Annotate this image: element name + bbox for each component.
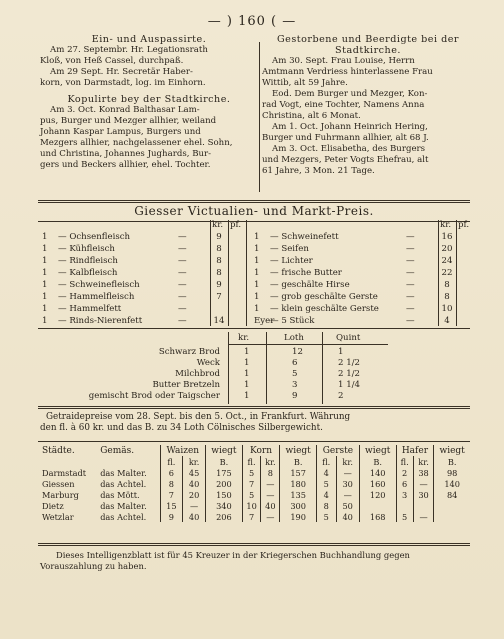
marriages-line: Johann Kaspar Lampus, Burgers und	[40, 127, 201, 137]
grain-header: Gemäs.	[100, 445, 135, 456]
grain-cell	[434, 511, 470, 522]
grain-cell: 6	[160, 467, 183, 478]
price-dash: —	[178, 232, 187, 242]
price-qty: 1	[254, 232, 260, 242]
grain-cell: —	[183, 500, 206, 511]
price-kr: 8	[216, 244, 222, 254]
deaths-line: Am 30. Sept. Frau Louise, Herrn	[272, 56, 415, 66]
price-dash: —	[406, 280, 415, 290]
price-dash: —	[406, 244, 415, 254]
grain-title-line: Getraidepreise vom 28. Sept. bis den 5. Oct., in Frankfurt. Währung	[46, 412, 351, 422]
grain-header: Hafer	[396, 445, 434, 456]
grain-cell: 8	[316, 500, 336, 511]
grain-cell: 340	[206, 500, 243, 511]
grain-cell: das Achtel.	[100, 511, 147, 522]
arrivals-title: Ein- und Auspassirte.	[91, 34, 207, 45]
grain-cell: —	[261, 511, 280, 522]
grain-cell: 175	[206, 467, 243, 478]
bread-name: Weck	[196, 358, 220, 368]
kr-header: kr.	[440, 220, 452, 230]
arrivals-line: Am 27. Septembr. Hr. Legationsrath	[50, 45, 208, 55]
grain-cell: 8	[160, 478, 183, 489]
price-dash: —	[406, 268, 415, 278]
price-title: Giesser Victualien- und Markt-Preis.	[134, 204, 374, 218]
grain-cell: 40	[183, 478, 206, 489]
grain-cell: 84	[434, 489, 470, 500]
bread-loth: 5	[292, 369, 298, 379]
price-qty: 1	[254, 304, 260, 314]
price-item-name: — Hammelfett	[58, 304, 122, 314]
grain-top-rule	[38, 406, 470, 409]
grain-subheader: fl.	[160, 456, 183, 467]
bread-vline	[322, 332, 323, 404]
grain-cell: 7	[242, 511, 261, 522]
grain-cell: das Mött.	[100, 489, 140, 500]
deaths-line: Am 1. Oct. Johann Heinrich Hering,	[272, 122, 428, 132]
price-item-name: — klein geschälte Gerste	[270, 304, 379, 314]
marriages-line: pus, Burger und Mezger allhier, weiland	[40, 116, 217, 126]
price-item-name: — Seifen	[270, 244, 309, 254]
grain-price-table	[40, 445, 470, 522]
grain-cell: Wetzlar	[42, 511, 74, 522]
bread-name: Milchbrod	[175, 369, 220, 379]
table-row	[40, 489, 470, 500]
arrivals-line: Am 29 Sept. Hr. Secretär Haber-	[50, 67, 193, 77]
price-item-name: — Schweinefleisch	[58, 280, 140, 290]
price-kr: 22	[441, 268, 453, 278]
grain-title-line: den fl. à 60 kr. und das B. zu 34 Loth Cölnisches Silbergewicht.	[40, 423, 323, 433]
price-kr: 9	[216, 232, 222, 242]
grain-cell: 38	[413, 467, 434, 478]
grain-header: Gerste	[316, 445, 359, 456]
price-item-name: — Ochsenfleisch	[58, 232, 131, 242]
grain-cell: 30	[413, 489, 434, 500]
grain-cell: 50	[336, 500, 359, 511]
grain-subheader: B.	[359, 456, 396, 467]
grain-subheader	[98, 456, 160, 467]
grain-cell: 6	[396, 478, 413, 489]
deaths-line: Am 3. Oct. Elisabetha, des Burgers	[272, 144, 426, 154]
grain-cell: Giessen	[42, 478, 75, 489]
grain-cell: 190	[280, 511, 317, 522]
price-qty: 1	[42, 232, 48, 242]
footer-line: Vorauszahlung zu haben.	[40, 561, 147, 571]
price-item-name: — Rinds-Nierenfett	[58, 316, 143, 326]
grain-cell: —	[336, 467, 359, 478]
arrivals-line: Kloß, von Heß Cassel, durchpaß.	[40, 56, 184, 66]
grain-subheader: B.	[206, 456, 243, 467]
grain-cell: 45	[183, 467, 206, 478]
marriages-line: Am 3. Oct. Konrad Balthasar Lam-	[50, 105, 200, 115]
price-item-name: — frische Butter	[270, 268, 342, 278]
bread-kr: 1	[244, 369, 250, 379]
price-kr: 14	[213, 316, 225, 326]
grain-cell: —	[261, 489, 280, 500]
grain-cell: 168	[359, 511, 396, 522]
bread-quint: 2	[338, 391, 344, 401]
grain-header: Korn	[242, 445, 280, 456]
grain-cell: 120	[359, 489, 396, 500]
bread-kr: 1	[244, 391, 250, 401]
bread-vline	[228, 332, 229, 404]
pf-header: pf.	[230, 220, 242, 230]
grain-header: wiegt	[280, 445, 317, 456]
grain-cell: —	[261, 478, 280, 489]
deaths-line: und Mezgers, Peter Vogts Ehefrau, alt	[262, 155, 429, 165]
grain-cell: —	[336, 489, 359, 500]
grain-cell: 7	[160, 489, 183, 500]
bread-name: gemischt Brod oder Taigscher	[88, 391, 220, 401]
deaths-line: Eod. Dem Burger und Mezger, Kon-	[272, 89, 428, 99]
price-qty: 1	[254, 256, 260, 266]
price-dash: —	[406, 232, 415, 242]
deaths-line: Burger und Fuhrmann allhier, alt 68 J.	[262, 133, 429, 143]
table-row	[40, 478, 470, 489]
price-qty: 1	[42, 304, 48, 314]
bread-quint: 1 1/4	[338, 380, 361, 390]
price-item-name: — geschälte Hirse	[270, 280, 350, 290]
grain-cell: 5	[242, 489, 261, 500]
grain-cell: 4	[316, 467, 336, 478]
price-qty: 1	[42, 316, 48, 326]
grain-cell: 140	[434, 478, 470, 489]
grain-cell: 2	[396, 467, 413, 478]
bread-kr: 1	[244, 358, 250, 368]
grain-cell: 150	[206, 489, 243, 500]
price-item-name: — Kühfleisch	[58, 244, 115, 254]
grain-cell: 4	[316, 489, 336, 500]
grain-cell: 300	[280, 500, 317, 511]
deaths-line: Wittib, alt 59 Jahre.	[262, 78, 348, 88]
grain-cell: 3	[396, 489, 413, 500]
grain-subheader	[40, 456, 98, 467]
bread-kr: 1	[244, 380, 250, 390]
bread-loth: 12	[292, 347, 303, 357]
grain-cell: Darmstadt	[42, 467, 87, 478]
marriages-line: Mezgers allhier, nachgelassener ehel. Sohn,	[40, 138, 233, 148]
grain-subheader: kr.	[261, 456, 280, 467]
price-qty: 1	[42, 244, 48, 254]
grain-cell	[359, 500, 396, 511]
deaths-line: 61 Jahre, 3 Mon. 21 Tage.	[262, 166, 375, 176]
grain-cell: 5	[396, 511, 413, 522]
page-number-header: — ) 160 ( —	[207, 14, 297, 29]
deaths-line: rad Vogt, eine Tochter, Namens Anna	[262, 100, 425, 110]
grain-cell: 15	[160, 500, 183, 511]
price-qty: 1	[254, 280, 260, 290]
grain-cell: 5	[316, 511, 336, 522]
bread-kr-header: kr.	[238, 333, 250, 343]
price-kr: 8	[216, 256, 222, 266]
price-kr: 8	[444, 292, 450, 302]
kr-header: kr.	[212, 220, 224, 230]
price-dash: —	[178, 244, 187, 254]
bread-name: Schwarz Brod	[158, 347, 220, 357]
price-dash: —	[406, 316, 415, 326]
grain-cell: 135	[280, 489, 317, 500]
grain-cell: 20	[183, 489, 206, 500]
grain-cell: 40	[261, 500, 280, 511]
price-item-name: — 5 Stück	[270, 316, 315, 326]
grain-cell: 160	[359, 478, 396, 489]
price-dash: —	[178, 280, 187, 290]
grain-cell: —	[413, 478, 434, 489]
price-kr: 7	[216, 292, 222, 302]
price-item-name: — grob geschälte Gerste	[270, 292, 378, 302]
price-qty: 1	[42, 268, 48, 278]
table-row	[40, 511, 470, 522]
footer-note	[40, 550, 470, 572]
grain-subheader: B.	[280, 456, 317, 467]
grain-header: wiegt	[359, 445, 396, 456]
grain-subheader: B.	[434, 456, 470, 467]
grain-cell: 5	[316, 478, 336, 489]
grain-head-rule	[38, 441, 470, 442]
bread-name: Butter Bretzeln	[152, 380, 220, 390]
deaths-title: Gestorbene und Beerdigte bei der	[276, 34, 460, 45]
grain-header: Städte.	[42, 445, 75, 456]
grain-cell: 206	[206, 511, 243, 522]
price-dash: —	[406, 292, 415, 302]
bread-quint: 1	[338, 347, 344, 357]
price-kr: 24	[441, 256, 453, 266]
grain-cell	[396, 500, 413, 511]
grain-subheader: fl.	[242, 456, 261, 467]
footer-top-rule	[38, 543, 470, 546]
grain-cell: 200	[206, 478, 243, 489]
price-kr: 8	[216, 268, 222, 278]
deaths-line: Christina, alt 6 Monat.	[262, 111, 361, 121]
grain-cell: 40	[336, 511, 359, 522]
price-item-name: — Hammelfleisch	[58, 292, 135, 302]
grain-title	[40, 412, 470, 434]
grain-cell: 180	[280, 478, 317, 489]
grain-cell: Dietz	[42, 500, 64, 511]
grain-subheader: kr.	[413, 456, 434, 467]
marriages-line: gers und Beckers allhier, ehel. Tochter.	[40, 160, 211, 170]
bread-loth: 9	[292, 391, 298, 401]
grain-cell	[434, 500, 470, 511]
footer-line: Dieses Intelligenzblatt ist für 45 Kreuzer in der Kriegerschen Buchhandlung gegen	[56, 550, 410, 560]
price-kr: 16	[441, 232, 453, 242]
grain-header: wiegt	[434, 445, 470, 456]
grain-subheader: kr.	[183, 456, 206, 467]
marriages-line: und Christina, Johannes Jughards, Bur-	[40, 149, 212, 159]
grain-cell: 5	[242, 467, 261, 478]
marriages-title: Kopulirte bey der Stadtkirche.	[67, 94, 231, 105]
price-kr: 20	[441, 244, 453, 254]
grain-cell: das Malter.	[100, 500, 147, 511]
price-dash: —	[178, 292, 187, 302]
bread-kr: 1	[244, 347, 250, 357]
grain-subheader: kr.	[336, 456, 359, 467]
price-item-name: — Kalbfleisch	[58, 268, 118, 278]
bread-vline	[266, 332, 267, 404]
price-qty: 1	[42, 292, 48, 302]
pf-header: pf.	[458, 220, 470, 230]
arrivals-line: korn, von Darmstadt, log. im Einhorn.	[40, 78, 206, 88]
price-dash: —	[178, 268, 187, 278]
grain-cell: das Malter.	[100, 467, 147, 478]
deaths-title-2: Stadtkirche.	[335, 45, 401, 56]
grain-header: Waizen	[160, 445, 206, 456]
price-item-name: — Rindfleisch	[58, 256, 118, 266]
grain-header: wiegt	[206, 445, 243, 456]
price-qty: 1	[254, 292, 260, 302]
grain-subheader: fl.	[316, 456, 336, 467]
grain-cell: 9	[160, 511, 183, 522]
table-row	[40, 467, 470, 478]
price-qty: Eyer	[254, 316, 275, 326]
price-qty: 1	[254, 268, 260, 278]
bread-head-rule	[228, 344, 388, 345]
price-qty: 1	[42, 256, 48, 266]
grain-cell: 140	[359, 467, 396, 478]
grain-cell: 30	[336, 478, 359, 489]
bread-loth: 3	[292, 380, 298, 390]
grain-cell: 8	[261, 467, 280, 478]
price-kr: 8	[444, 280, 450, 290]
grain-cell: das Achtel.	[100, 478, 147, 489]
bread-loth: 6	[292, 358, 298, 368]
price-dash: —	[406, 304, 415, 314]
grain-cell: —	[413, 511, 434, 522]
price-kr: 4	[444, 316, 450, 326]
price-qty: 1	[42, 280, 48, 290]
price-dash: —	[178, 256, 187, 266]
grain-cell: 7	[242, 478, 261, 489]
grain-cell: 40	[183, 511, 206, 522]
grain-cell: 10	[242, 500, 261, 511]
price-dash: —	[178, 316, 187, 326]
bread-quint: 2 1/2	[338, 369, 361, 379]
grain-subheader: fl.	[396, 456, 413, 467]
table-row	[40, 500, 470, 511]
price-dash: —	[178, 304, 187, 314]
grain-cell: 98	[434, 467, 470, 478]
price-item-name: — Schweinefett	[270, 232, 339, 242]
price-item-name: — Lichter	[270, 256, 313, 266]
grain-cell: Marburg	[42, 489, 79, 500]
price-qty: 1	[254, 244, 260, 254]
grain-cell	[413, 500, 434, 511]
grain-cell: 157	[280, 467, 317, 478]
price-dash: —	[406, 256, 415, 266]
bread-loth-header: Loth	[284, 333, 304, 343]
bread-quint-header: Quint	[336, 333, 361, 343]
price-kr: 9	[216, 280, 222, 290]
price-kr: 10	[441, 304, 453, 314]
bread-quint: 2 1/2	[338, 358, 361, 368]
deaths-line: Amtmann Verdriess hinterlassene Frau	[262, 67, 433, 77]
